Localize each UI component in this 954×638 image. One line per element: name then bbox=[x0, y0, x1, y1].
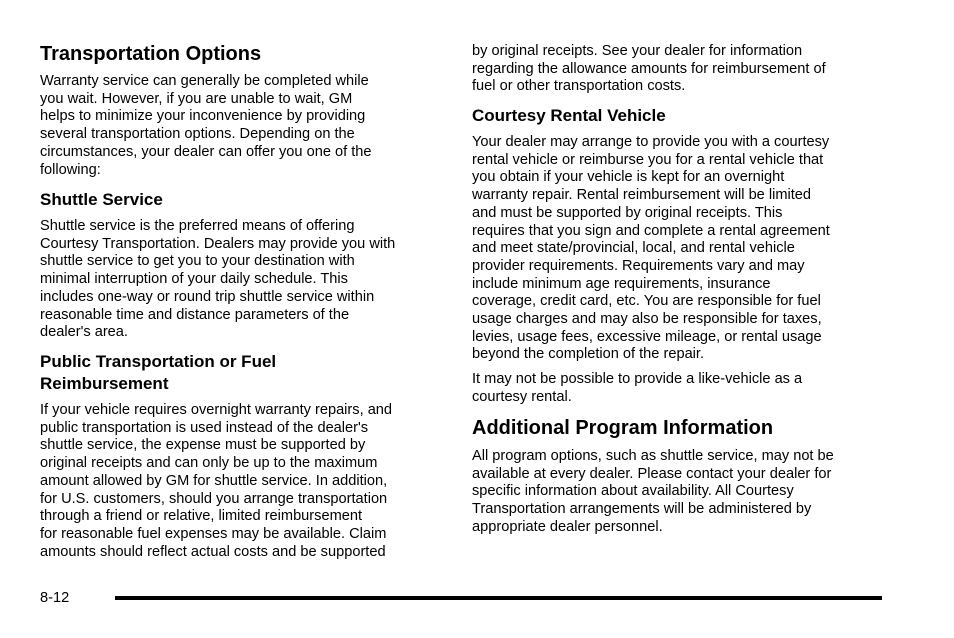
text-line: for reasonable fuel expenses may be available. Claim bbox=[40, 525, 387, 542]
text-line: you wait. However, if you are unable to wait, GM bbox=[40, 90, 353, 107]
text-line: and must be supported by original receipts. This bbox=[472, 204, 783, 221]
text-line: specific information about availability. All Courtesy bbox=[472, 483, 794, 500]
text-line: All program options, such as shuttle service, may not be bbox=[472, 448, 834, 464]
text-line: public transportation is used instead of the dealer's bbox=[40, 419, 369, 436]
text-line: includes one-way or round trip shuttle service within bbox=[40, 288, 375, 305]
text-line: available at every dealer. Please contact your dealer for bbox=[472, 465, 832, 482]
text-line: fuel or other transportation costs. bbox=[472, 78, 686, 95]
text-line: Transportation arrangements will be administered by bbox=[472, 501, 812, 518]
text-line: Warranty service can generally be completed while bbox=[40, 73, 369, 89]
text-line: and meet state/provincial, local, and rental vehicle bbox=[472, 240, 795, 257]
text-line: several transportation options. Depending on the bbox=[40, 126, 355, 143]
text-line: It may not be possible to provide a like-vehicle as a bbox=[472, 371, 803, 387]
continued-paragraph bbox=[472, 43, 826, 96]
subheading-shuttle-service: Shuttle Service bbox=[40, 190, 163, 209]
text-line: rental vehicle or reimburse you for a rental vehicle that bbox=[472, 151, 824, 168]
subheading-courtesy-rental-vehicle: Courtesy Rental Vehicle bbox=[472, 106, 666, 125]
text-line: Shuttle service is the preferred means of offering bbox=[40, 218, 355, 234]
text-line: usage charges and may also be responsible for taxes, bbox=[472, 311, 822, 328]
section-heading-transportation-options: Transportation Options bbox=[40, 43, 262, 65]
text-line: courtesy rental. bbox=[472, 388, 572, 405]
page-number: 8-12 bbox=[40, 590, 70, 606]
text-line: requires that you sign and complete a rental agreement bbox=[472, 222, 830, 239]
rental-note-paragraph bbox=[472, 371, 802, 406]
text-line: If your vehicle requires overnight warranty repairs, and bbox=[40, 402, 393, 418]
text-line: minimal interruption of your daily schedule. This bbox=[40, 271, 348, 288]
text-line: original receipts and can only be up to the maximum bbox=[40, 455, 378, 472]
text-line: for U.S. customers, should you arrange transportation bbox=[40, 490, 388, 507]
shuttle-service-paragraph bbox=[40, 218, 395, 342]
text-line: Courtesy Transportation. Dealers may provide you with bbox=[40, 235, 396, 252]
text-line: levies, usage fees, excessive mileage, or rental usage bbox=[472, 328, 822, 345]
section-heading-additional-program-information: Additional Program Information bbox=[472, 417, 774, 439]
text-line: amount allowed by GM for shuttle service. In addition, bbox=[40, 472, 388, 489]
text-line: Your dealer may arrange to provide you with a courtesy bbox=[472, 134, 830, 150]
text-line: following: bbox=[40, 161, 101, 178]
text-line: by original receipts. See your dealer for information bbox=[472, 43, 803, 59]
text-line: regarding the allowance amounts for reimbursement of bbox=[472, 60, 826, 77]
additional-program-paragraph bbox=[472, 448, 834, 537]
public-transportation-paragraph bbox=[40, 402, 392, 561]
text-line: include minimum age requirements, insurance bbox=[472, 275, 771, 292]
text-line: coverage, credit card, etc. You are responsible for fuel bbox=[472, 293, 821, 310]
text-line: beyond the completion of the repair. bbox=[472, 346, 705, 363]
text-line: provider requirements. Requirements vary and may bbox=[472, 257, 805, 274]
heading-line: Public Transportation or Fuel bbox=[40, 352, 277, 371]
text-line: reasonable time and distance parameters of the bbox=[40, 306, 350, 323]
intro-paragraph bbox=[40, 73, 372, 179]
text-line: dealer's area. bbox=[40, 324, 128, 341]
heading-line: Reimbursement bbox=[40, 374, 169, 393]
text-line: appropriate dealer personnel. bbox=[472, 518, 663, 535]
text-line: you obtain if your vehicle is kept for an overnight bbox=[472, 169, 785, 186]
footer-divider bbox=[115, 596, 882, 600]
text-line: shuttle service to get you to your destination with bbox=[40, 253, 355, 270]
courtesy-rental-paragraph bbox=[472, 134, 830, 364]
text-line: circumstances, your dealer can offer you one of the bbox=[40, 143, 372, 160]
text-line: shuttle service, the expense must be supported by bbox=[40, 437, 366, 454]
text-line: helps to minimize your inconvenience by providing bbox=[40, 108, 366, 125]
text-line: amounts should reflect actual costs and be supported bbox=[40, 543, 386, 560]
subheading-public-transportation bbox=[40, 351, 276, 395]
text-line: through a friend or relative, limited reimbursement bbox=[40, 508, 363, 525]
text-line: warranty repair. Rental reimbursement will be limited bbox=[472, 187, 812, 204]
